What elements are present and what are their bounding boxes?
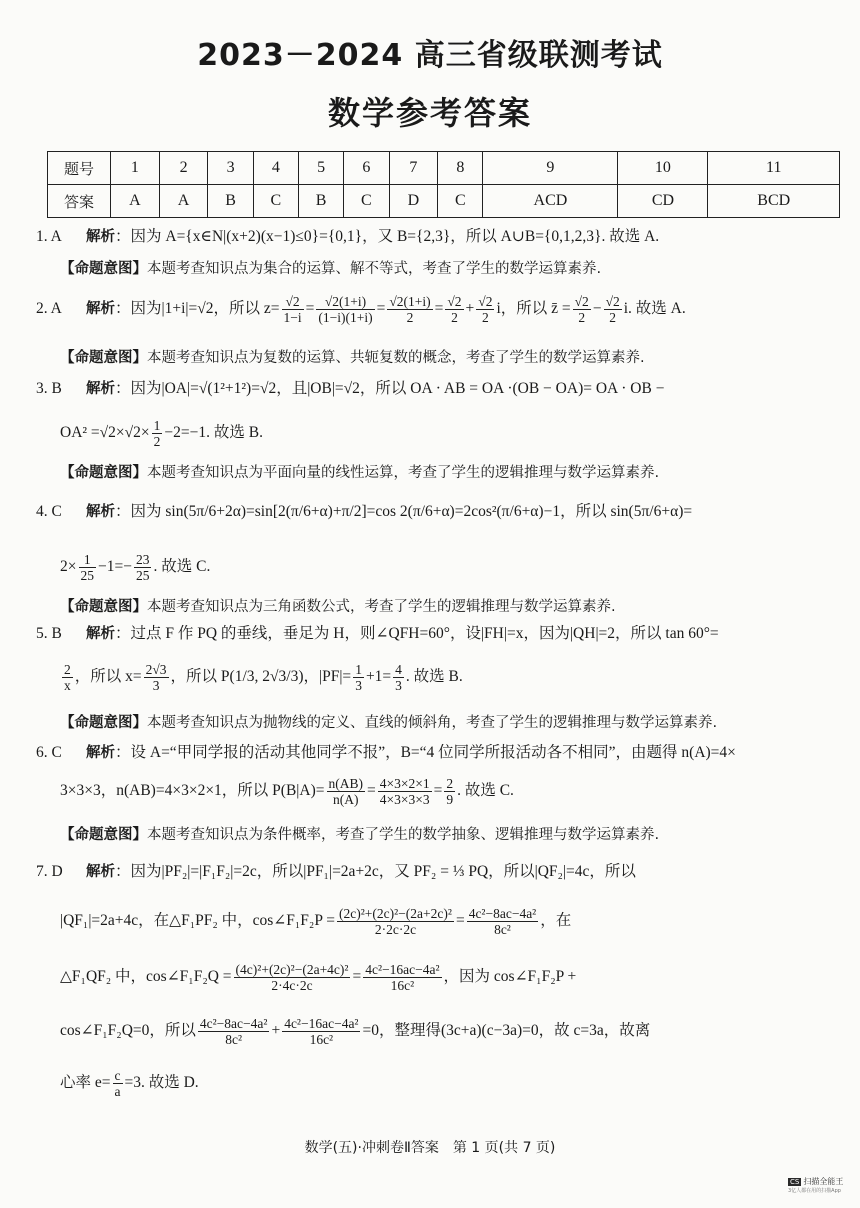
intent-q3 [60, 461, 659, 482]
fraction: $\frac{\text{4c²−16ac−4a²}}{\text{16c²}}$ [365, 962, 440, 993]
row-label-answer: 答案 [48, 185, 111, 218]
q5-text: +1= [365, 668, 392, 686]
q2-number: 2. A [36, 300, 62, 318]
answer-cell: B [298, 185, 343, 218]
fraction: $\frac{\text{(4c)²+(2c)²−(2a+4c)²}}{2\cdot 4c\cdot 2c}$ [235, 962, 349, 993]
fraction: $\frac{√2}{2}$ [574, 294, 589, 325]
solution-q4 [36, 501, 846, 523]
question-number-cell: 7 [389, 152, 438, 185]
solution-q6-cont: 3×3×3，n(AB)=4×3×2×1，所以 P(B|A)= $\frac{n(AB)}{n(A)}$ = $\frac{4\times 3\times 2\times 1}{4\times 3\times 3\times 3}$ = $\frac{2}{9}$ . 故选 C. [60, 776, 514, 807]
q6-number: 6. C [36, 744, 62, 761]
question-number-cell: 9 [483, 152, 618, 185]
intent-q5 [60, 711, 717, 732]
analysis-label: 解析 [86, 626, 115, 642]
solution-q7-line5 [60, 1068, 860, 1099]
solution-q1 [36, 226, 846, 248]
intent-text: 本题考查知识点为复数的运算、共轭复数的概念，考查了学生的数学运算素养. [147, 350, 645, 366]
q4-text: ：因为 sin(5π/6+2α)=sin[2(π/6+α)+π/2]=cos 2(π/6+α)=2cos²(π/6+α)−1，所以 sin(5π/6+α)= [115, 503, 693, 520]
q7-text: 心率 e= [60, 1074, 111, 1092]
intent-q6 [60, 823, 659, 844]
q4-text: 2× [60, 558, 77, 576]
solution-q6 [36, 742, 846, 764]
fraction: $\frac{√2}{1-i}$ [283, 294, 302, 325]
intent-label: 【命题意图】 [60, 827, 147, 843]
intent-label: 【命题意图】 [60, 350, 147, 366]
fraction: $\frac{1}{3}$ [355, 662, 362, 693]
q4-number: 4. C [36, 503, 62, 520]
question-number-cell: 10 [618, 152, 708, 185]
solution-q3 [36, 378, 846, 400]
q3-text: OA² =√2×√2× [60, 424, 150, 442]
solution-q2: 2. A 解析：因为|1+i|=√2，所以 z= $\frac{√2}{1-i}$ = $\frac{√2(1+i)}{(1-i)(1+i)}$ = $\frac{√2(1+i)}{2}$ = $\frac{√2}{2}$ + $\frac{√2}{2}$ i，所以 z̄ = $\frac{√2}{2}$ − $\frac{√2}{2}$ i. 故选 A. [36, 294, 686, 325]
page-footer: 数学(五)·冲刺卷Ⅱ答案 第 1 页(共 7 页) [304, 1140, 556, 1156]
solution-q5-cont [60, 662, 860, 693]
q7-text: △F₁QF₂ 中，cos∠F₁F₂Q = [60, 968, 232, 986]
intent-text: 本题考查知识点为平面向量的线性运算，考查了学生的逻辑推理与数学运算素养. [147, 465, 660, 481]
q3-text: ：因为|OA|=√(1²+1²)=√2，且|OB|=√2，所以 OA · AB = OA ·(OB − OA)= OA · OB − [115, 380, 665, 397]
answer-cell: A [159, 185, 208, 218]
intent-text: 本题考查知识点为抛物线的定义、直线的倾斜角，考查了学生的逻辑推理与数学运算素养. [147, 715, 718, 731]
question-number-cell: 4 [253, 152, 298, 185]
q7-text: |QF₁|=2a+4c，在△F₁PF₂ 中，cos∠F₁F₂P = [60, 912, 335, 930]
q7-number: 7. D [36, 863, 63, 880]
intent-label: 【命题意图】 [60, 715, 147, 731]
fraction: $\frac{√2}{2}$ [447, 294, 462, 325]
exam-subtitle: 数学参考答案 [327, 94, 532, 132]
q2-text: i，所以 z̄ = [496, 300, 571, 318]
solution-q4-cont [60, 552, 860, 583]
q3-text: −2=−1. 故选 B. [164, 424, 263, 442]
q1-number: 1. A [36, 228, 62, 245]
solution-q7 [36, 861, 846, 883]
intent-text: 本题考查知识点为条件概率，考查了学生的数学抽象、逻辑推理与数学运算素养. [147, 827, 660, 843]
q6-text: ：设 A=“甲同学报的活动其他同学不报”，B=“4 位同学所报活动各不相同”，由题得 n(A)=4× [115, 744, 736, 761]
fraction: $\frac{\text{4c²−8ac−4a²}}{\text{8c²}}$ [468, 906, 537, 937]
fraction: $\frac{c}{a}$ [114, 1068, 121, 1099]
intent-label: 【命题意图】 [60, 261, 147, 277]
fraction: $\frac{\text{4c²−8ac−4a²}}{\text{8c²}}$ [199, 1016, 268, 1047]
solution-q7-line2: |QF₁|=2a+4c，在△F₁PF₂ 中，cos∠F₁F₂P = $\frac{\text{(2c)²+(2c)²−(2a+2c)²}}{2\cdot 2c\cdot 2c}$ = $\frac{\text{4c²−8ac−4a²}}{\text{8c²}}$ ，在 [60, 906, 572, 937]
solution-q7-line4: cos∠F₁F₂Q=0，所以 $\frac{\text{4c²−8ac−4a²}}{\text{8c²}}$ + $\frac{\text{4c²−16ac−4a²}}{\text{16c²}}$ =0，整理得(3c+a)(c−3a)=0，故 c=3a，故离 [60, 1016, 651, 1047]
fraction: $\frac{1}{25}$ [80, 552, 94, 583]
question-number-cell: 11 [708, 152, 840, 185]
q4-text: −1=− [98, 558, 132, 576]
scanner-name: 扫描全能王 [803, 1177, 844, 1186]
fraction: $\frac{2√3}{3}$ [145, 662, 167, 693]
answer-table [47, 151, 840, 218]
question-number-cell: 3 [208, 152, 253, 185]
question-number-cell: 5 [298, 152, 343, 185]
intent-text: 本题考查知识点为三角函数公式，考查了学生的逻辑推理与数学运算素养. [147, 599, 616, 615]
row-label-number: 题号 [48, 152, 111, 185]
answer-cell: ACD [483, 185, 618, 218]
q4-text: . 故选 C. [153, 558, 211, 576]
fraction: $\frac{4}{3}$ [395, 662, 402, 693]
question-number-cell: 8 [438, 152, 483, 185]
answer-cell: B [208, 185, 253, 218]
intent-label: 【命题意图】 [60, 599, 147, 615]
q1-text: ：因为 A={x∈N|(x+2)(x−1)≤0}={0,1}，又 B={2,3}，所以 A∪B={0,1,2,3}. 故选 A. [115, 228, 660, 245]
q7-text: =3. 故选 D. [124, 1074, 199, 1092]
fraction: $\frac{2}{x}$ [64, 662, 71, 693]
q5-text: ：过点 F 作 PQ 的垂线，垂足为 H，则∠QFH=60°，设|FH|=x，因为|QH|=2，所以 tan 60°= [115, 625, 719, 642]
question-number-cell: 6 [344, 152, 389, 185]
q7-text: cos∠F₁F₂Q=0，所以 [60, 1022, 196, 1040]
fraction: $\frac{√2}{2}$ [478, 294, 493, 325]
scanner-logo-icon: CS [790, 1178, 800, 1186]
answer-cell: C [253, 185, 298, 218]
q2-text: ：因为|1+i|=√2，所以 z= [115, 300, 280, 318]
q3-number: 3. B [36, 380, 62, 397]
exam-title: 2023－2024 高三省级联测考试 [197, 38, 663, 73]
q7-text: ：因为|PF₂|=|F₁F₂|=2c，所以|PF₁|=2a+2c，又 PF₂ = ⅓ PQ，所以|QF₂|=4c，所以 [115, 863, 636, 880]
analysis-label: 解析 [86, 864, 115, 880]
q7-text: ，因为 cos∠F₁F₂P + [443, 968, 577, 986]
intent-q2 [60, 346, 645, 367]
solution-q5 [36, 623, 846, 645]
fraction: $\frac{2}{9}$ [446, 776, 454, 807]
answer-cell: D [389, 185, 438, 218]
fraction: $\frac{√2(1+i)}{(1-i)(1+i)}$ [318, 294, 373, 325]
intent-q1 [60, 257, 601, 278]
scanner-tagline: 3亿人都在用的扫描App [788, 1188, 841, 1194]
q7-text: ，在 [540, 912, 572, 930]
intent-text: 本题考查知识点为集合的运算、解不等式，考查了学生的数学运算素养. [147, 261, 602, 277]
q5-text: ，所以 P(1/3, 2√3/3)，|PF|= [170, 668, 352, 686]
answer-cell: A [111, 185, 160, 218]
fraction: $\frac{\text{(2c)²+(2c)²−(2a+2c)²}}{2\cdot 2c\cdot 2c}$ [339, 906, 452, 937]
fraction: $\frac{n(AB)}{n(A)}$ [328, 776, 363, 807]
answer-cell: BCD [708, 185, 840, 218]
scanner-watermark [788, 1176, 843, 1194]
solution-q7-line3: △F₁QF₂ 中，cos∠F₁F₂Q = $\frac{\text{(4c)²+(2c)²−(2a+4c)²}}{2\cdot 4c\cdot 2c}$ = $\frac{\text{4c²−16ac−4a²}}{\text{16c²}}$ ，因为 cos∠F₁F₂P + [60, 962, 577, 993]
fraction: $\frac{\text{4c²−16ac−4a²}}{\text{16c²}}$ [284, 1016, 359, 1047]
answer-cell: C [344, 185, 389, 218]
analysis-label: 解析 [86, 381, 115, 397]
analysis-label: 解析 [86, 301, 115, 318]
q2-text: i. 故选 A. [623, 300, 686, 318]
fraction: $\frac{23}{25}$ [135, 552, 150, 583]
answer-row [48, 185, 840, 218]
analysis-label: 解析 [86, 229, 115, 245]
analysis-label: 解析 [86, 745, 115, 761]
q5-text: . 故选 B. [405, 668, 463, 686]
intent-label: 【命题意图】 [60, 465, 147, 481]
q5-number: 5. B [36, 625, 62, 642]
fraction: $\frac{√2}{2}$ [605, 294, 620, 325]
analysis-label: 解析 [86, 504, 115, 520]
q6-text: . 故选 C. [457, 782, 514, 800]
fraction: $\frac{1}{2}$ [153, 418, 161, 449]
fraction: $\frac{√2(1+i)}{2}$ [389, 294, 431, 325]
question-number-row [48, 152, 840, 185]
intent-q4 [60, 595, 616, 616]
fraction: $\frac{4\times 3\times 2\times 1}{4\times 3\times 3\times 3}$ [379, 776, 430, 807]
q6-text: 3×3×3，n(AB)=4×3×2×1，所以 P(B|A)= [60, 782, 325, 800]
q5-text: ，所以 x= [74, 668, 142, 686]
solution-q3-cont [60, 418, 860, 449]
question-number-cell: 2 [159, 152, 208, 185]
question-number-cell: 1 [111, 152, 160, 185]
q7-text: =0，整理得(3c+a)(c−3a)=0，故 c=3a，故离 [362, 1022, 651, 1040]
answer-cell: C [438, 185, 483, 218]
answer-cell: CD [618, 185, 708, 218]
